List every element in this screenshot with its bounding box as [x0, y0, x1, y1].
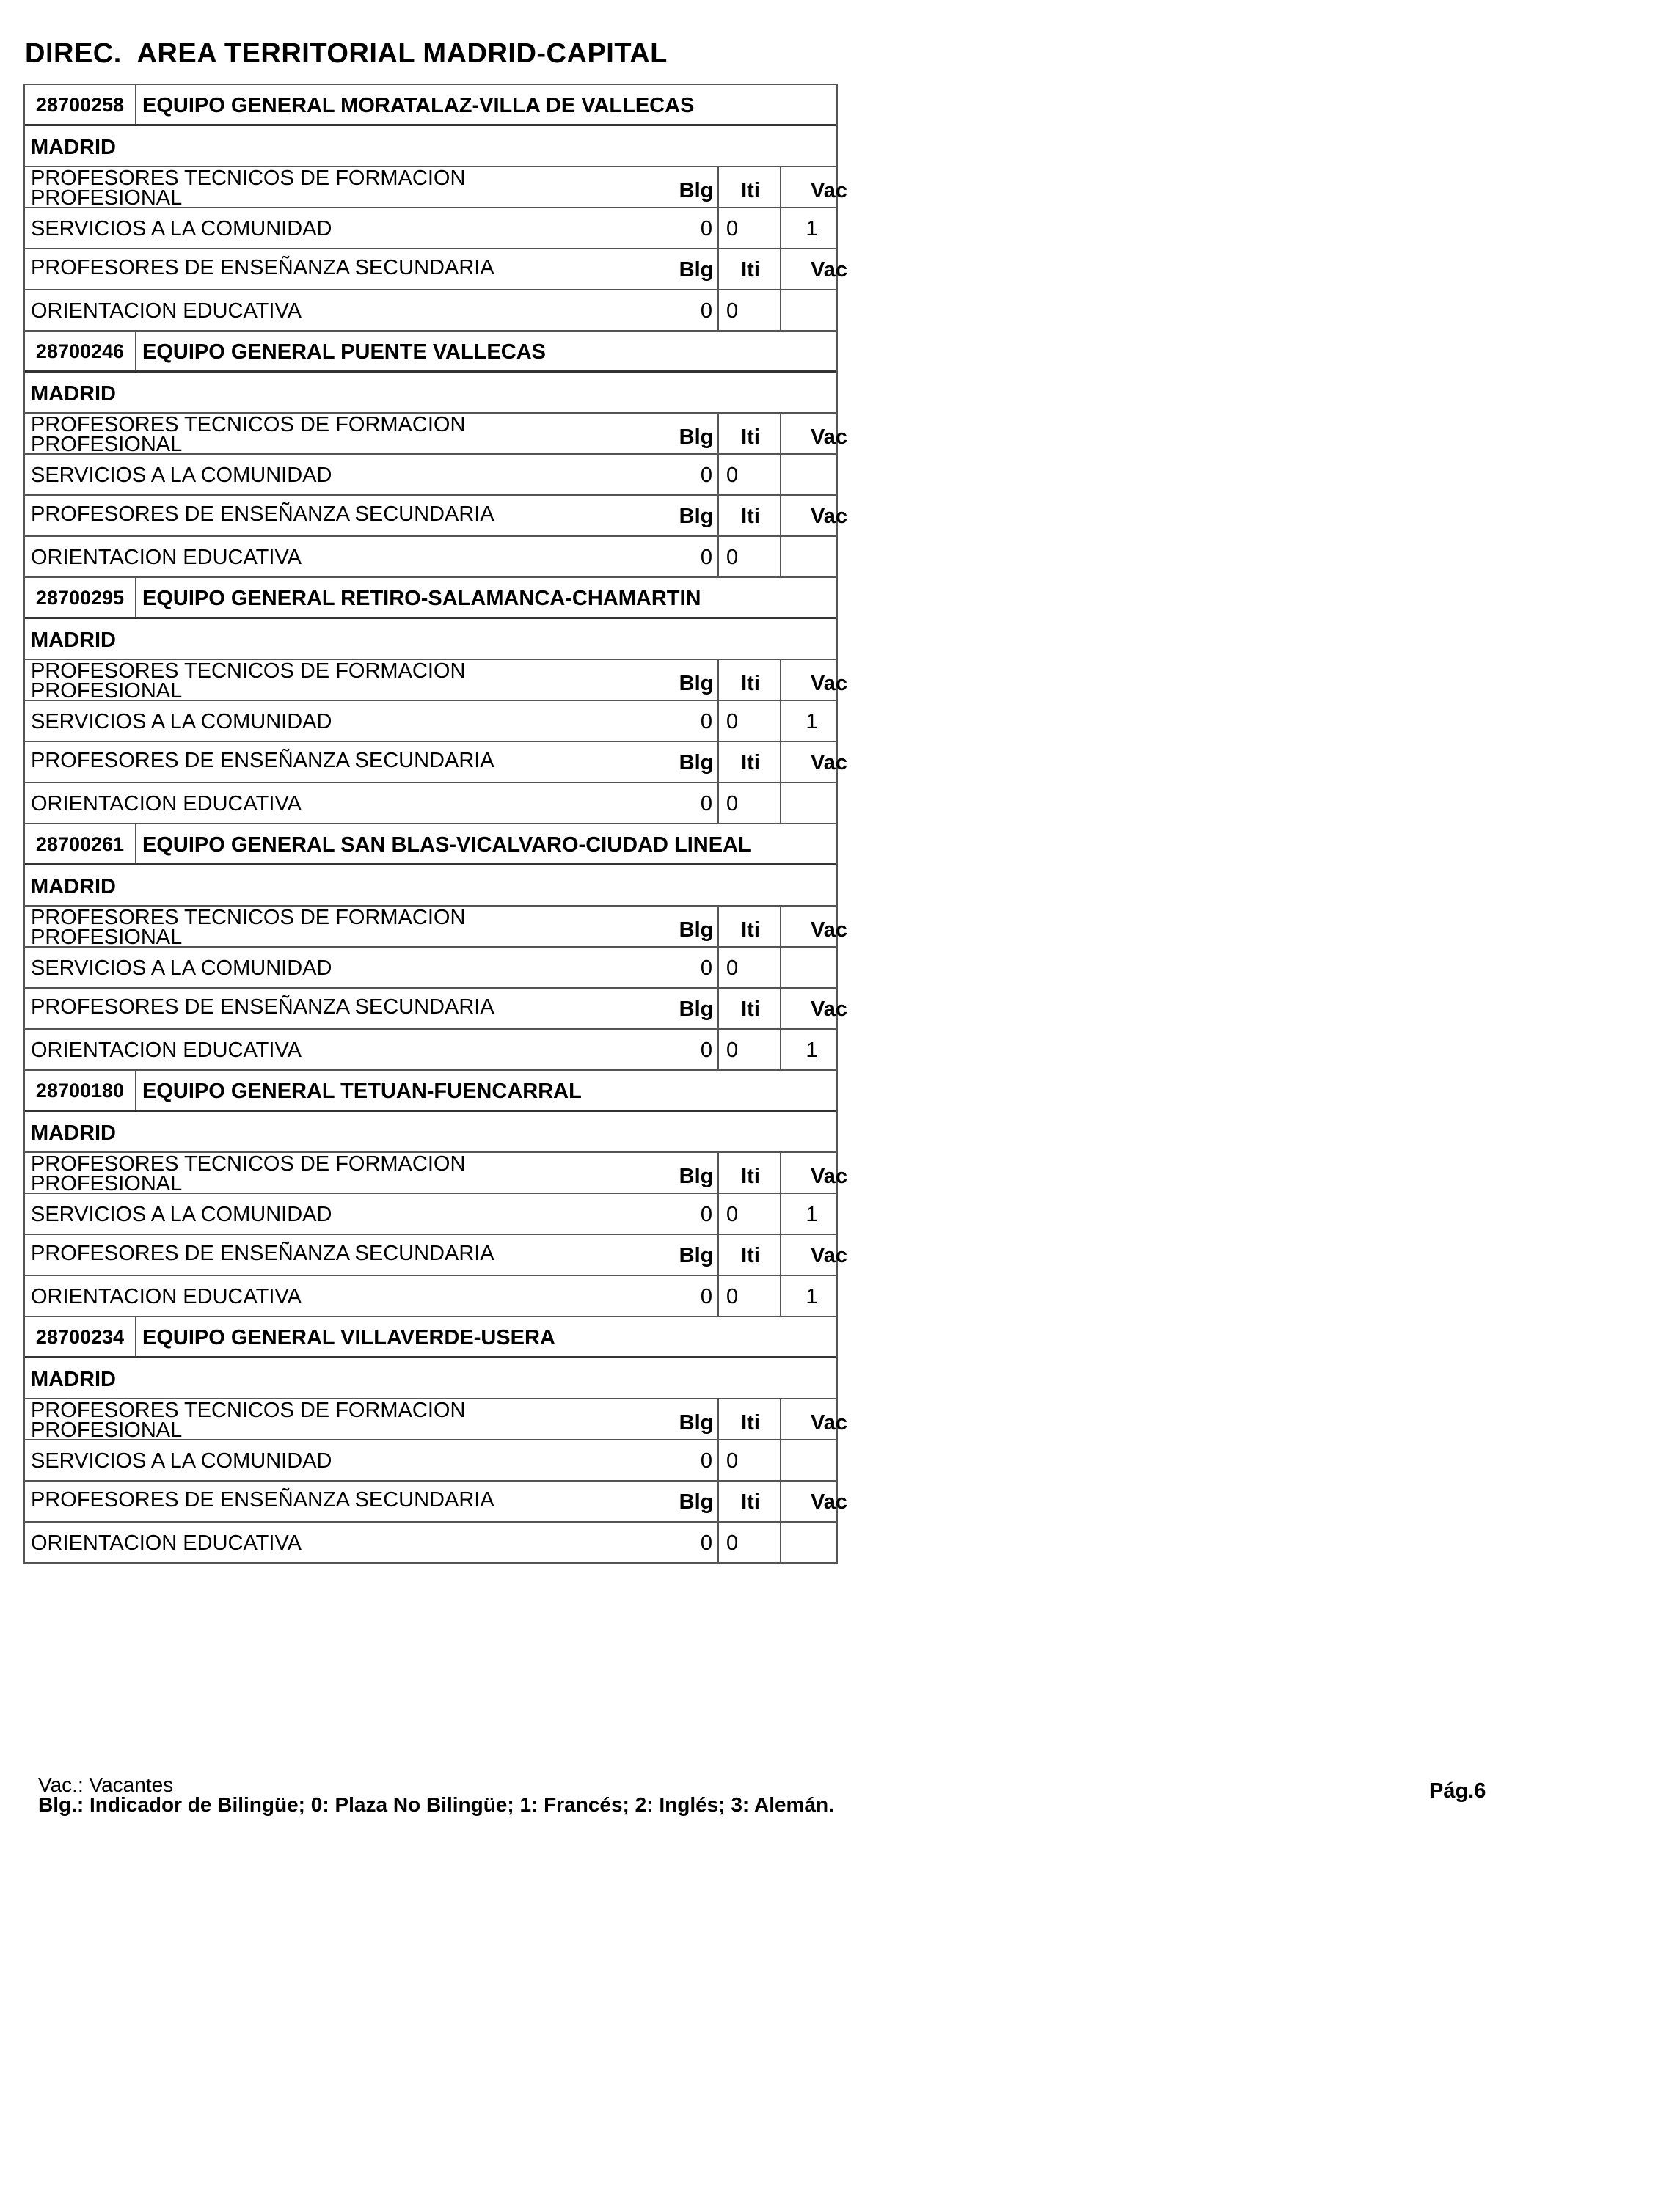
header-iti: Iti	[717, 907, 803, 946]
blg-value: 0	[700, 1531, 713, 1555]
center-code: 28700295	[25, 578, 136, 617]
iti-value: 0	[717, 455, 803, 494]
center-location: MADRID	[31, 136, 116, 159]
center-header-row	[25, 85, 836, 126]
center-name: EQUIPO GENERAL TETUAN-FUENCARRAL	[142, 1080, 582, 1103]
header-iti: Iti	[717, 1235, 803, 1275]
vac-value	[780, 455, 836, 494]
specialty-name: ORIENTACION EDUCATIVA	[31, 546, 302, 569]
header-blg: Blg	[679, 505, 714, 528]
header-vac: Vac	[780, 907, 836, 946]
center-code: 28700234	[25, 1317, 136, 1356]
specialty-row	[25, 701, 836, 742]
center-name: EQUIPO GENERAL VILLAVERDE-USERA	[142, 1326, 555, 1349]
iti-value: 0	[717, 1523, 803, 1562]
header-iti: Iti	[717, 1482, 803, 1521]
corps-header-row	[25, 742, 847, 783]
specialty-row	[25, 455, 836, 496]
specialty-name: SERVICIOS A LA COMUNIDAD	[31, 217, 332, 241]
corps-header-row	[25, 659, 847, 703]
iti-value: 0	[717, 701, 803, 741]
header-vac: Vac	[780, 414, 836, 453]
center-location: MADRID	[31, 875, 116, 898]
header-iti: Iti	[717, 167, 803, 207]
center-block	[23, 824, 847, 1071]
header-iti: Iti	[717, 1153, 803, 1193]
blg-value: 0	[700, 1285, 713, 1308]
header-blg: Blg	[679, 997, 714, 1021]
center-code: 28700258	[25, 85, 136, 124]
center-location: MADRID	[31, 1368, 116, 1391]
iti-value: 0	[717, 290, 803, 330]
corps-name	[31, 166, 466, 210]
specialty-name: ORIENTACION EDUCATIVA	[31, 792, 302, 816]
location-row	[25, 619, 836, 660]
center-header-row	[25, 824, 836, 865]
center-header-row	[25, 1317, 836, 1358]
header-blg: Blg	[679, 918, 714, 942]
specialty-row	[25, 290, 836, 332]
header-vac: Vac	[780, 742, 836, 782]
center-name: EQUIPO GENERAL PUENTE VALLECAS	[142, 340, 546, 364]
center-name: EQUIPO GENERAL RETIRO-SALAMANCA-CHAMARTIN	[142, 587, 701, 610]
center-header-row	[25, 1071, 836, 1112]
specialty-row	[25, 537, 836, 578]
location-row	[25, 373, 836, 414]
corps-name	[31, 415, 465, 455]
blg-value: 0	[700, 792, 713, 816]
header-blg: Blg	[679, 1490, 714, 1514]
header-iti: Iti	[717, 249, 803, 289]
specialty-row	[25, 208, 836, 249]
iti-value: 0	[717, 1194, 803, 1234]
corps-name-line1: PROFESORES TECNICOS DE FORMACION	[31, 1152, 466, 1176]
iti-value: 0	[717, 1440, 803, 1480]
specialty-name: ORIENTACION EDUCATIVA	[31, 299, 302, 323]
corps-name	[31, 908, 465, 948]
iti-value: 0	[717, 1276, 803, 1316]
corps-name-line1: PROFESORES TECNICOS DE FORMACION	[31, 906, 466, 929]
header-iti: Iti	[717, 989, 803, 1028]
blg-value: 0	[700, 1039, 713, 1062]
center-name: EQUIPO GENERAL SAN BLAS-VICALVARO-CIUDAD LINEAL	[142, 833, 751, 857]
vac-value: 1	[780, 1276, 836, 1316]
corps-name: PROFESORES DE ENSEÑANZA SECUNDARIA	[31, 1488, 494, 1512]
specialty-row	[25, 1194, 836, 1235]
corps-header-row	[25, 1399, 847, 1442]
specialty-name: SERVICIOS A LA COMUNIDAD	[31, 1449, 332, 1473]
header-blg: Blg	[679, 751, 714, 774]
specialty-name: ORIENTACION EDUCATIVA	[31, 1285, 302, 1308]
iti-value: 0	[717, 208, 803, 248]
page-number: Pág.6	[1429, 1779, 1486, 1803]
header-blg: Blg	[679, 179, 714, 202]
vacancy-table	[23, 84, 847, 1564]
corps-name-line2: PROFESIONAL	[31, 1418, 183, 1442]
corps-name-line2: PROFESIONAL	[31, 679, 183, 703]
specialty-name: ORIENTACION EDUCATIVA	[31, 1531, 302, 1555]
center-block	[23, 84, 847, 332]
header-vac: Vac	[780, 660, 836, 700]
vac-value	[780, 783, 836, 823]
center-code: 28700180	[25, 1071, 136, 1110]
header-vac: Vac	[780, 1153, 836, 1193]
corps-header-row	[25, 166, 847, 210]
corps-name-line2: PROFESIONAL	[31, 926, 183, 949]
location-row	[25, 865, 836, 907]
corps-name: PROFESORES DE ENSEÑANZA SECUNDARIA	[31, 995, 494, 1019]
header-iti: Iti	[717, 660, 803, 700]
header-vac: Vac	[780, 167, 836, 207]
vac-value: 1	[780, 1194, 836, 1234]
header-blg: Blg	[679, 1165, 714, 1188]
center-block	[23, 1317, 847, 1564]
center-code: 28700261	[25, 824, 136, 863]
specialty-name: ORIENTACION EDUCATIVA	[31, 1039, 302, 1062]
corps-header-row	[25, 413, 847, 456]
header-blg: Blg	[679, 425, 714, 449]
location-row	[25, 1112, 836, 1153]
corps-header-row	[25, 906, 847, 949]
blg-value: 0	[700, 710, 713, 733]
iti-value: 0	[717, 783, 803, 823]
specialty-name: SERVICIOS A LA COMUNIDAD	[31, 1203, 332, 1226]
center-header-row	[25, 578, 836, 619]
corps-name-line2: PROFESIONAL	[31, 433, 183, 456]
header-iti: Iti	[717, 1399, 803, 1439]
center-location: MADRID	[31, 1121, 116, 1145]
header-blg: Blg	[679, 672, 714, 695]
corps-header-row	[25, 1482, 847, 1523]
specialty-row	[25, 783, 836, 824]
corps-name	[31, 1154, 465, 1194]
header-blg: Blg	[679, 1411, 714, 1435]
header-vac: Vac	[780, 249, 836, 289]
header-vac: Vac	[780, 1235, 836, 1275]
vac-value	[780, 1523, 836, 1562]
corps-name	[31, 1401, 465, 1440]
center-code: 28700246	[25, 332, 136, 370]
vac-value	[780, 537, 836, 576]
blg-value: 0	[700, 464, 713, 487]
center-block	[23, 332, 847, 578]
corps-name: PROFESORES DE ENSEÑANZA SECUNDARIA	[31, 502, 494, 526]
specialty-row	[25, 1276, 836, 1317]
vac-value: 1	[780, 1030, 836, 1069]
blg-value: 0	[700, 1203, 713, 1226]
corps-name-line1: PROFESORES TECNICOS DE FORMACION	[31, 166, 466, 190]
corps-header-row	[25, 1235, 847, 1276]
corps-name-line1: PROFESORES TECNICOS DE FORMACION	[31, 413, 466, 436]
blg-value: 0	[700, 1449, 713, 1473]
blg-value: 0	[700, 956, 713, 980]
header-iti: Iti	[717, 496, 803, 535]
legend-bilingue: Blg.: Indicador de Bilingüe; 0: Plaza No Bilingüe; 1: Francés; 2: Inglés; 3: Alemán.	[38, 1793, 834, 1816]
blg-value: 0	[700, 217, 713, 241]
corps-header-row	[25, 496, 847, 537]
corps-name: PROFESORES DE ENSEÑANZA SECUNDARIA	[31, 256, 494, 279]
header-blg: Blg	[679, 258, 714, 282]
header-vac: Vac	[780, 1399, 836, 1439]
footer-legend	[38, 1775, 834, 1814]
corps-name-line2: PROFESIONAL	[31, 186, 183, 210]
specialty-name: SERVICIOS A LA COMUNIDAD	[31, 710, 332, 733]
header-iti: Iti	[717, 742, 803, 782]
header-iti: Iti	[717, 414, 803, 453]
header-vac: Vac	[780, 1482, 836, 1521]
corps-name-line1: PROFESORES TECNICOS DE FORMACION	[31, 659, 466, 683]
iti-value: 0	[717, 537, 803, 576]
center-location: MADRID	[31, 382, 116, 406]
iti-value: 0	[717, 948, 803, 987]
blg-value: 0	[700, 546, 713, 569]
vac-value: 1	[780, 208, 836, 248]
center-location: MADRID	[31, 629, 116, 652]
header-blg: Blg	[679, 1244, 714, 1267]
document-title: DIREC. AREA TERRITORIAL MADRID-CAPITAL	[25, 38, 668, 69]
corps-header-row	[25, 989, 847, 1030]
iti-value: 0	[717, 1030, 803, 1069]
corps-name	[31, 659, 466, 703]
corps-name-line1: PROFESORES TECNICOS DE FORMACION	[31, 1399, 466, 1422]
center-name: EQUIPO GENERAL MORATALAZ-VILLA DE VALLECAS	[142, 94, 695, 117]
header-vac: Vac	[780, 989, 836, 1028]
location-row	[25, 1358, 836, 1399]
specialty-row	[25, 948, 836, 989]
header-vac: Vac	[780, 496, 836, 535]
vac-value	[780, 1440, 836, 1480]
specialty-name: SERVICIOS A LA COMUNIDAD	[31, 956, 332, 980]
center-header-row	[25, 332, 836, 373]
legend-vacantes: Vac.: Vacantes	[38, 1773, 174, 1796]
vac-value: 1	[780, 701, 836, 741]
center-block	[23, 1071, 847, 1317]
specialty-row	[25, 1440, 836, 1482]
vac-value	[780, 948, 836, 987]
specialty-row	[25, 1030, 836, 1071]
corps-header-row	[25, 1152, 847, 1195]
corps-header-row	[25, 249, 847, 290]
blg-value: 0	[700, 299, 713, 323]
corps-name: PROFESORES DE ENSEÑANZA SECUNDARIA	[31, 749, 494, 772]
specialty-row	[25, 1523, 836, 1564]
corps-name: PROFESORES DE ENSEÑANZA SECUNDARIA	[31, 1242, 494, 1265]
specialty-name: SERVICIOS A LA COMUNIDAD	[31, 464, 332, 487]
corps-name-line2: PROFESIONAL	[31, 1172, 183, 1195]
location-row	[25, 126, 836, 167]
center-block	[23, 578, 847, 824]
vac-value	[780, 290, 836, 330]
